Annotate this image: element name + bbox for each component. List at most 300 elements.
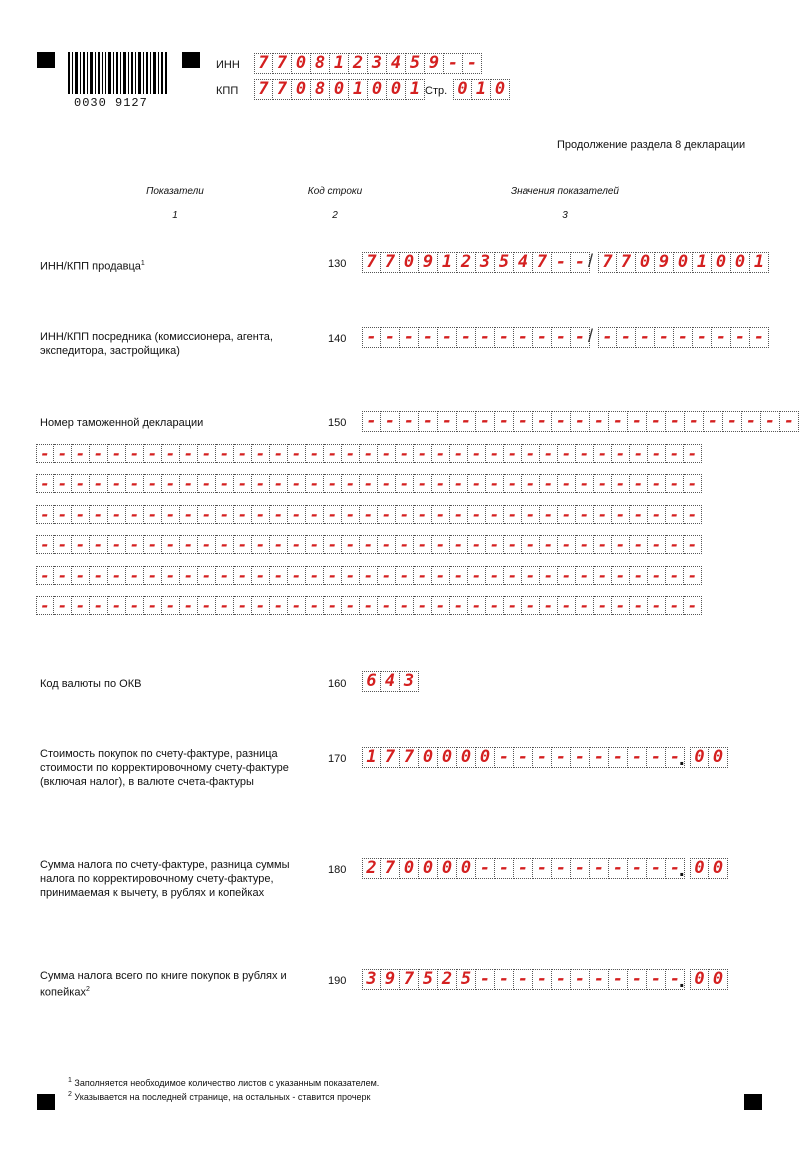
char-cell[interactable]: -	[486, 474, 504, 493]
char-cell[interactable]: -	[36, 444, 54, 463]
char-cell[interactable]: -	[378, 474, 396, 493]
char-cell[interactable]: 0	[419, 747, 438, 768]
char-cell[interactable]: -	[108, 596, 126, 615]
char-cell[interactable]: -	[558, 444, 576, 463]
char-cell[interactable]: -	[198, 444, 216, 463]
char-cell[interactable]: -	[552, 411, 571, 432]
char-cell[interactable]: -	[360, 566, 378, 585]
char-cell[interactable]: -	[252, 596, 270, 615]
char-cell[interactable]: -	[108, 505, 126, 524]
char-cell[interactable]: -	[522, 474, 540, 493]
char-cell[interactable]: -	[552, 327, 571, 348]
total-tax-fraction-field[interactable]	[690, 969, 728, 990]
char-cell[interactable]: -	[144, 566, 162, 585]
char-cell[interactable]: -	[712, 327, 731, 348]
char-cell[interactable]: -	[630, 535, 648, 554]
char-cell[interactable]: -	[90, 596, 108, 615]
purchase-cost-integer-field[interactable]	[362, 747, 685, 768]
char-cell[interactable]: -	[540, 566, 558, 585]
char-cell[interactable]: -	[486, 444, 504, 463]
char-cell[interactable]: -	[216, 596, 234, 615]
char-cell[interactable]: -	[438, 327, 457, 348]
char-cell[interactable]: -	[324, 505, 342, 524]
char-cell[interactable]: -	[432, 535, 450, 554]
char-cell[interactable]: -	[612, 444, 630, 463]
char-cell[interactable]: -	[216, 535, 234, 554]
char-cell[interactable]: 0	[491, 79, 510, 100]
char-cell[interactable]: -	[514, 747, 533, 768]
char-cell[interactable]: 1	[362, 747, 381, 768]
char-cell[interactable]: 8	[311, 79, 330, 100]
char-cell[interactable]: 0	[731, 252, 750, 273]
char-cell[interactable]: 6	[362, 671, 381, 692]
char-cell[interactable]: -	[468, 566, 486, 585]
char-cell[interactable]: -	[514, 411, 533, 432]
char-cell[interactable]: -	[609, 747, 628, 768]
char-cell[interactable]: -	[617, 327, 636, 348]
char-cell[interactable]: -	[360, 505, 378, 524]
char-cell[interactable]: 0	[709, 969, 728, 990]
char-cell[interactable]: -	[522, 444, 540, 463]
char-cell[interactable]: -	[571, 252, 590, 273]
char-cell[interactable]: -	[216, 474, 234, 493]
char-cell[interactable]: 3	[476, 252, 495, 273]
total-tax-integer-field[interactable]	[362, 969, 685, 990]
char-cell[interactable]: -	[693, 327, 712, 348]
char-cell[interactable]: -	[126, 566, 144, 585]
char-cell[interactable]: -	[486, 535, 504, 554]
char-cell[interactable]: -	[476, 969, 495, 990]
char-cell[interactable]: -	[108, 474, 126, 493]
char-cell[interactable]: -	[180, 505, 198, 524]
char-cell[interactable]: 7	[273, 79, 292, 100]
char-cell[interactable]: -	[468, 535, 486, 554]
char-cell[interactable]: -	[630, 474, 648, 493]
char-cell[interactable]: -	[72, 535, 90, 554]
char-cell[interactable]: -	[270, 596, 288, 615]
inn-field[interactable]	[254, 53, 482, 74]
char-cell[interactable]: -	[252, 566, 270, 585]
char-cell[interactable]: -	[288, 566, 306, 585]
char-cell[interactable]: 3	[368, 53, 387, 74]
char-cell[interactable]: -	[198, 535, 216, 554]
char-cell[interactable]: -	[594, 596, 612, 615]
customs-declaration-line[interactable]	[36, 596, 702, 615]
char-cell[interactable]: -	[288, 505, 306, 524]
customs-declaration-line[interactable]	[36, 474, 702, 493]
char-cell[interactable]: 1	[406, 79, 425, 100]
char-cell[interactable]: 7	[273, 53, 292, 74]
char-cell[interactable]: -	[552, 747, 571, 768]
char-cell[interactable]: -	[684, 596, 702, 615]
char-cell[interactable]: -	[180, 566, 198, 585]
char-cell[interactable]: -	[504, 444, 522, 463]
char-cell[interactable]: -	[468, 596, 486, 615]
char-cell[interactable]: -	[495, 747, 514, 768]
agent-kpp-field[interactable]	[598, 327, 769, 348]
char-cell[interactable]: 8	[311, 53, 330, 74]
char-cell[interactable]: 0	[438, 858, 457, 879]
char-cell[interactable]: 0	[292, 53, 311, 74]
char-cell[interactable]: -	[198, 596, 216, 615]
char-cell[interactable]: -	[90, 566, 108, 585]
char-cell[interactable]: -	[419, 327, 438, 348]
char-cell[interactable]: -	[450, 596, 468, 615]
char-cell[interactable]: -	[533, 411, 552, 432]
char-cell[interactable]: 1	[472, 79, 491, 100]
char-cell[interactable]: -	[234, 474, 252, 493]
char-cell[interactable]: -	[486, 566, 504, 585]
char-cell[interactable]: -	[306, 566, 324, 585]
char-cell[interactable]: -	[378, 566, 396, 585]
char-cell[interactable]: -	[342, 444, 360, 463]
char-cell[interactable]: -	[540, 444, 558, 463]
page-number-field[interactable]	[453, 79, 510, 100]
char-cell[interactable]: -	[628, 411, 647, 432]
char-cell[interactable]: -	[761, 411, 780, 432]
char-cell[interactable]: 0	[690, 969, 709, 990]
char-cell[interactable]: -	[576, 566, 594, 585]
char-cell[interactable]: 7	[533, 252, 552, 273]
char-cell[interactable]: -	[396, 474, 414, 493]
char-cell[interactable]: -	[463, 53, 482, 74]
char-cell[interactable]: -	[360, 474, 378, 493]
char-cell[interactable]: -	[378, 505, 396, 524]
char-cell[interactable]: -	[655, 327, 674, 348]
char-cell[interactable]: -	[396, 535, 414, 554]
char-cell[interactable]: -	[378, 535, 396, 554]
char-cell[interactable]: -	[685, 411, 704, 432]
char-cell[interactable]: -	[558, 505, 576, 524]
char-cell[interactable]: -	[306, 474, 324, 493]
char-cell[interactable]: -	[558, 474, 576, 493]
char-cell[interactable]: -	[324, 535, 342, 554]
char-cell[interactable]: -	[72, 566, 90, 585]
char-cell[interactable]: 0	[438, 747, 457, 768]
char-cell[interactable]: -	[457, 327, 476, 348]
char-cell[interactable]: -	[252, 505, 270, 524]
customs-declaration-line[interactable]	[36, 535, 702, 554]
char-cell[interactable]: -	[666, 444, 684, 463]
char-cell[interactable]: -	[450, 505, 468, 524]
char-cell[interactable]: -	[144, 535, 162, 554]
char-cell[interactable]: -	[571, 858, 590, 879]
char-cell[interactable]: -	[36, 474, 54, 493]
char-cell[interactable]: -	[594, 444, 612, 463]
char-cell[interactable]: -	[36, 566, 54, 585]
char-cell[interactable]: -	[126, 535, 144, 554]
char-cell[interactable]: 9	[419, 252, 438, 273]
customs-declaration-field[interactable]	[362, 411, 799, 432]
char-cell[interactable]: -	[504, 505, 522, 524]
char-cell[interactable]: -	[144, 505, 162, 524]
char-cell[interactable]: -	[612, 505, 630, 524]
char-cell[interactable]: -	[432, 474, 450, 493]
char-cell[interactable]: -	[432, 505, 450, 524]
char-cell[interactable]: 0	[709, 747, 728, 768]
char-cell[interactable]: -	[90, 444, 108, 463]
char-cell[interactable]: -	[666, 747, 685, 768]
char-cell[interactable]: -	[36, 505, 54, 524]
char-cell[interactable]: -	[400, 327, 419, 348]
char-cell[interactable]: -	[432, 444, 450, 463]
char-cell[interactable]: -	[72, 474, 90, 493]
char-cell[interactable]: 0	[709, 858, 728, 879]
seller-inn-field[interactable]	[362, 252, 590, 273]
char-cell[interactable]: -	[234, 505, 252, 524]
char-cell[interactable]: -	[609, 411, 628, 432]
char-cell[interactable]: -	[522, 535, 540, 554]
char-cell[interactable]: -	[590, 969, 609, 990]
char-cell[interactable]: -	[444, 53, 463, 74]
char-cell[interactable]: -	[362, 411, 381, 432]
char-cell[interactable]: -	[630, 444, 648, 463]
char-cell[interactable]: 7	[381, 858, 400, 879]
char-cell[interactable]: -	[630, 596, 648, 615]
char-cell[interactable]: -	[468, 505, 486, 524]
char-cell[interactable]: 1	[349, 79, 368, 100]
char-cell[interactable]: -	[533, 327, 552, 348]
char-cell[interactable]: -	[54, 596, 72, 615]
char-cell[interactable]: -	[180, 535, 198, 554]
char-cell[interactable]: 7	[617, 252, 636, 273]
char-cell[interactable]: 4	[387, 53, 406, 74]
char-cell[interactable]: -	[628, 969, 647, 990]
char-cell[interactable]: -	[504, 566, 522, 585]
char-cell[interactable]: -	[571, 411, 590, 432]
char-cell[interactable]: 5	[419, 969, 438, 990]
char-cell[interactable]: -	[72, 444, 90, 463]
char-cell[interactable]: -	[72, 505, 90, 524]
char-cell[interactable]: 5	[457, 969, 476, 990]
char-cell[interactable]: -	[234, 566, 252, 585]
char-cell[interactable]: -	[666, 969, 685, 990]
char-cell[interactable]: 0	[674, 252, 693, 273]
char-cell[interactable]: -	[198, 474, 216, 493]
char-cell[interactable]: -	[522, 505, 540, 524]
char-cell[interactable]: 0	[457, 747, 476, 768]
char-cell[interactable]: -	[684, 505, 702, 524]
char-cell[interactable]: -	[514, 327, 533, 348]
char-cell[interactable]: -	[476, 327, 495, 348]
char-cell[interactable]: -	[540, 596, 558, 615]
char-cell[interactable]: -	[495, 327, 514, 348]
char-cell[interactable]: 9	[655, 252, 674, 273]
char-cell[interactable]: 0	[400, 858, 419, 879]
char-cell[interactable]: -	[252, 444, 270, 463]
char-cell[interactable]: -	[684, 474, 702, 493]
seller-kpp-field[interactable]	[598, 252, 769, 273]
char-cell[interactable]: -	[731, 327, 750, 348]
char-cell[interactable]: -	[504, 596, 522, 615]
customs-declaration-line[interactable]	[36, 444, 702, 463]
char-cell[interactable]: -	[419, 411, 438, 432]
char-cell[interactable]: -	[571, 327, 590, 348]
char-cell[interactable]: -	[576, 444, 594, 463]
char-cell[interactable]: -	[126, 444, 144, 463]
char-cell[interactable]: -	[180, 474, 198, 493]
char-cell[interactable]: -	[609, 858, 628, 879]
char-cell[interactable]: -	[558, 535, 576, 554]
customs-declaration-line[interactable]	[36, 505, 702, 524]
char-cell[interactable]: -	[162, 505, 180, 524]
char-cell[interactable]: -	[704, 411, 723, 432]
char-cell[interactable]: -	[666, 858, 685, 879]
char-cell[interactable]: -	[636, 327, 655, 348]
char-cell[interactable]: -	[674, 327, 693, 348]
char-cell[interactable]: 0	[387, 79, 406, 100]
char-cell[interactable]: -	[666, 474, 684, 493]
char-cell[interactable]: 0	[476, 747, 495, 768]
char-cell[interactable]: -	[54, 474, 72, 493]
char-cell[interactable]: -	[468, 444, 486, 463]
char-cell[interactable]: 7	[381, 252, 400, 273]
customs-declaration-line[interactable]	[36, 566, 702, 585]
char-cell[interactable]: -	[342, 566, 360, 585]
char-cell[interactable]: 2	[362, 858, 381, 879]
char-cell[interactable]: -	[457, 411, 476, 432]
char-cell[interactable]: 0	[292, 79, 311, 100]
char-cell[interactable]: 3	[362, 969, 381, 990]
char-cell[interactable]: -	[576, 474, 594, 493]
char-cell[interactable]: -	[414, 596, 432, 615]
char-cell[interactable]: -	[450, 444, 468, 463]
char-cell[interactable]: -	[288, 535, 306, 554]
char-cell[interactable]: -	[54, 566, 72, 585]
char-cell[interactable]: -	[594, 474, 612, 493]
char-cell[interactable]: -	[576, 596, 594, 615]
char-cell[interactable]: -	[576, 505, 594, 524]
char-cell[interactable]: -	[540, 535, 558, 554]
char-cell[interactable]: -	[648, 505, 666, 524]
char-cell[interactable]: 0	[690, 858, 709, 879]
char-cell[interactable]: -	[270, 444, 288, 463]
char-cell[interactable]: 0	[453, 79, 472, 100]
char-cell[interactable]: -	[144, 474, 162, 493]
char-cell[interactable]: 3	[400, 671, 419, 692]
char-cell[interactable]: -	[540, 474, 558, 493]
char-cell[interactable]: -	[342, 474, 360, 493]
char-cell[interactable]: 1	[330, 53, 349, 74]
char-cell[interactable]: -	[342, 596, 360, 615]
char-cell[interactable]: -	[234, 535, 252, 554]
char-cell[interactable]: -	[36, 535, 54, 554]
char-cell[interactable]: -	[609, 969, 628, 990]
char-cell[interactable]: -	[540, 505, 558, 524]
char-cell[interactable]: -	[108, 535, 126, 554]
char-cell[interactable]: -	[432, 566, 450, 585]
char-cell[interactable]: -	[288, 596, 306, 615]
char-cell[interactable]: -	[684, 535, 702, 554]
char-cell[interactable]: -	[504, 474, 522, 493]
char-cell[interactable]: -	[594, 505, 612, 524]
char-cell[interactable]: -	[514, 969, 533, 990]
char-cell[interactable]: -	[533, 747, 552, 768]
char-cell[interactable]: -	[396, 596, 414, 615]
char-cell[interactable]: -	[414, 505, 432, 524]
char-cell[interactable]: -	[306, 596, 324, 615]
char-cell[interactable]: -	[324, 596, 342, 615]
char-cell[interactable]: -	[306, 535, 324, 554]
char-cell[interactable]: -	[628, 747, 647, 768]
char-cell[interactable]: -	[514, 858, 533, 879]
char-cell[interactable]: -	[414, 444, 432, 463]
char-cell[interactable]: -	[381, 327, 400, 348]
char-cell[interactable]: -	[216, 444, 234, 463]
char-cell[interactable]: -	[666, 566, 684, 585]
char-cell[interactable]: -	[495, 969, 514, 990]
purchase-cost-fraction-field[interactable]	[690, 747, 728, 768]
char-cell[interactable]: -	[648, 566, 666, 585]
char-cell[interactable]: 0	[690, 747, 709, 768]
char-cell[interactable]: -	[450, 474, 468, 493]
char-cell[interactable]: -	[468, 474, 486, 493]
char-cell[interactable]: -	[648, 535, 666, 554]
char-cell[interactable]: 0	[419, 858, 438, 879]
char-cell[interactable]: -	[522, 566, 540, 585]
char-cell[interactable]: -	[647, 747, 666, 768]
char-cell[interactable]: 0	[712, 252, 731, 273]
char-cell[interactable]: -	[630, 566, 648, 585]
char-cell[interactable]: -	[162, 474, 180, 493]
char-cell[interactable]: -	[612, 535, 630, 554]
char-cell[interactable]: -	[476, 411, 495, 432]
char-cell[interactable]: -	[450, 566, 468, 585]
char-cell[interactable]: -	[684, 566, 702, 585]
char-cell[interactable]: -	[90, 505, 108, 524]
char-cell[interactable]: 9	[381, 969, 400, 990]
char-cell[interactable]: -	[552, 252, 571, 273]
char-cell[interactable]: -	[414, 566, 432, 585]
char-cell[interactable]: 7	[400, 747, 419, 768]
char-cell[interactable]: -	[378, 444, 396, 463]
char-cell[interactable]: -	[198, 505, 216, 524]
char-cell[interactable]: 1	[750, 252, 769, 273]
char-cell[interactable]: -	[234, 444, 252, 463]
char-cell[interactable]: -	[750, 327, 769, 348]
char-cell[interactable]: -	[648, 596, 666, 615]
char-cell[interactable]: -	[571, 969, 590, 990]
char-cell[interactable]: -	[162, 566, 180, 585]
char-cell[interactable]: -	[612, 566, 630, 585]
char-cell[interactable]: -	[54, 444, 72, 463]
char-cell[interactable]: -	[216, 566, 234, 585]
char-cell[interactable]: -	[342, 535, 360, 554]
char-cell[interactable]: -	[590, 747, 609, 768]
char-cell[interactable]: -	[552, 969, 571, 990]
char-cell[interactable]: -	[450, 535, 468, 554]
char-cell[interactable]: -	[180, 596, 198, 615]
char-cell[interactable]: -	[594, 566, 612, 585]
char-cell[interactable]: -	[162, 444, 180, 463]
char-cell[interactable]: -	[126, 474, 144, 493]
char-cell[interactable]: -	[108, 444, 126, 463]
char-cell[interactable]: -	[360, 444, 378, 463]
char-cell[interactable]: -	[362, 327, 381, 348]
char-cell[interactable]: 1	[438, 252, 457, 273]
char-cell[interactable]: -	[90, 474, 108, 493]
char-cell[interactable]: -	[476, 858, 495, 879]
char-cell[interactable]: -	[666, 411, 685, 432]
char-cell[interactable]: -	[533, 969, 552, 990]
char-cell[interactable]: -	[90, 535, 108, 554]
char-cell[interactable]: -	[234, 596, 252, 615]
char-cell[interactable]: -	[630, 505, 648, 524]
char-cell[interactable]: -	[162, 535, 180, 554]
char-cell[interactable]: -	[414, 535, 432, 554]
char-cell[interactable]: -	[647, 858, 666, 879]
char-cell[interactable]: -	[252, 535, 270, 554]
